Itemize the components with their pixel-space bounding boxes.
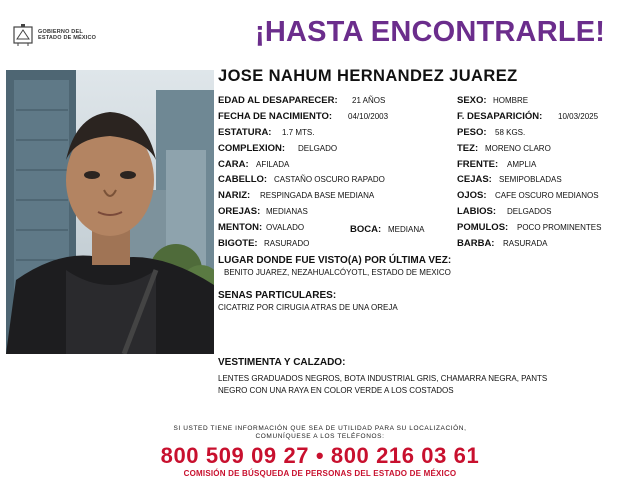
desaparicion-value: 10/03/2025 [558,112,599,121]
orejas-label: OREJAS: [218,206,261,217]
labios-value: DELGADOS [507,207,552,216]
menton-label: MENTON: [218,222,263,233]
field-cara [218,159,290,170]
government-name [38,29,96,42]
state-crest-icon [12,23,34,47]
bigote-label: BIGOTE: [218,238,258,249]
marks-value: CICATRIZ POR CIRUGIA ATRAS DE UNA OREJA [218,303,398,312]
field-cejas [457,174,562,185]
gov-line-1: GOBIERNO DEL [38,28,83,35]
cabello-value: CASTAÑO OSCURO RAPADO [274,175,385,184]
field-estatura [218,127,315,138]
nariz-label: NARIZ: [218,190,251,201]
field-tez [457,143,551,154]
estatura-value: 1.7 MTS. [282,128,315,137]
bigote-value: RASURADO [264,239,310,248]
frente-label: FRENTE: [457,159,499,170]
field-boca [350,224,425,235]
field-cabello [218,174,385,185]
cejas-label: CEJAS: [457,174,492,185]
peso-value: 58 KGS. [495,128,526,137]
complexion-value: DELGADO [298,144,338,153]
person-name: JOSE NAHUM HERNANDEZ JUAREZ [218,67,518,85]
pomulos-value: POCO PROMINENTES [517,223,602,232]
tez-value: MORENO CLARO [485,144,551,153]
sexo-value: HOMBRE [493,96,529,105]
person-photo [6,70,214,354]
field-ojos [457,190,599,201]
field-peso [457,127,526,138]
orejas-value: MEDIANAS [266,207,308,216]
field-labios [457,206,552,217]
edad-value: 21 AÑOS [352,96,386,105]
clothing-line-2: NEGRO CON UNA RAYA EN COLOR VERDE A LOS COSTADOS [218,386,454,395]
ojos-value: CAFE OSCURO MEDIANOS [495,191,599,200]
field-bigote [218,238,310,249]
commission-name: COMISIÓN DE BÚSQUEDA DE PERSONAS DEL ESTADO DE MÉXICO [183,469,457,478]
marks-title: SENAS PARTICULARES: [218,290,337,301]
nacimiento-label: FECHA DE NACIMIENTO: [218,111,332,122]
contact-note-line-1: SI USTED TIENE INFORMACIÓN QUE SEA DE UTILIDAD PARA SU LOCALIZACIÓN, [173,425,467,432]
field-frente [457,159,537,170]
boca-label: BOCA: [350,224,382,235]
field-complexion [218,143,338,154]
phone-numbers[interactable]: 800 509 09 27 • 800 216 03 61 [160,443,480,468]
nariz-value: RESPINGADA BASE MEDIANA [260,191,375,200]
frente-value: AMPLIA [507,160,537,169]
cara-value: AFILADA [256,160,290,169]
pomulos-label: POMULOS: [457,222,509,233]
contact-note-line-2: COMUNÍQUESE A LOS TELÉFONOS: [255,433,385,440]
field-nacimiento [218,111,389,122]
clothing-title: VESTIMENTA Y CALZADO: [218,357,346,368]
gov-line-2: ESTADO DE MÉXICO [38,35,97,41]
barba-label: BARBA: [457,238,495,249]
ojos-label: OJOS: [457,190,487,201]
edad-label: EDAD AL DESAPARECER: [218,95,338,106]
barba-value: RASURADA [503,239,548,248]
field-menton [218,222,305,233]
cejas-value: SEMIPOBLADAS [499,175,562,184]
peso-label: PESO: [457,127,487,138]
headline: ¡HASTA ENCONTRARLE! [255,16,606,48]
field-orejas [218,206,308,217]
labios-label: LABIOS: [457,206,497,217]
field-sexo [457,95,529,106]
photo-illustration [6,70,214,354]
complexion-label: COMPLEXION: [218,143,286,154]
menton-value: OVALADO [266,223,305,232]
desaparicion-label: F. DESAPARICIÓN: [457,111,543,122]
field-nariz [218,190,375,201]
field-pomulos [457,222,602,233]
government-logo [12,22,132,48]
last-seen-value: BENITO JUAREZ, NEZAHUALCÓYOTL, ESTADO DE MEXICO [224,268,451,277]
sexo-label: SEXO: [457,95,487,106]
boca-value: MEDIANA [388,225,425,234]
cara-label: CARA: [218,159,249,170]
estatura-label: ESTATURA: [218,127,272,138]
field-edad [218,95,386,106]
last-seen-title: LUGAR DONDE FUE VISTO(A) POR ÚLTIMA VEZ: [218,255,452,266]
clothing-line-1: LENTES GRADUADOS NEGROS, BOTA INDUSTRIAL GRIS, CHAMARRA NEGRA, PANTS [218,374,548,383]
contact-note [0,425,640,441]
tez-label: TEZ: [457,143,479,154]
field-desaparicion [457,111,599,122]
cabello-label: CABELLO: [218,174,268,185]
nacimiento-value: 04/10/2003 [348,112,389,121]
field-barba [457,238,548,249]
